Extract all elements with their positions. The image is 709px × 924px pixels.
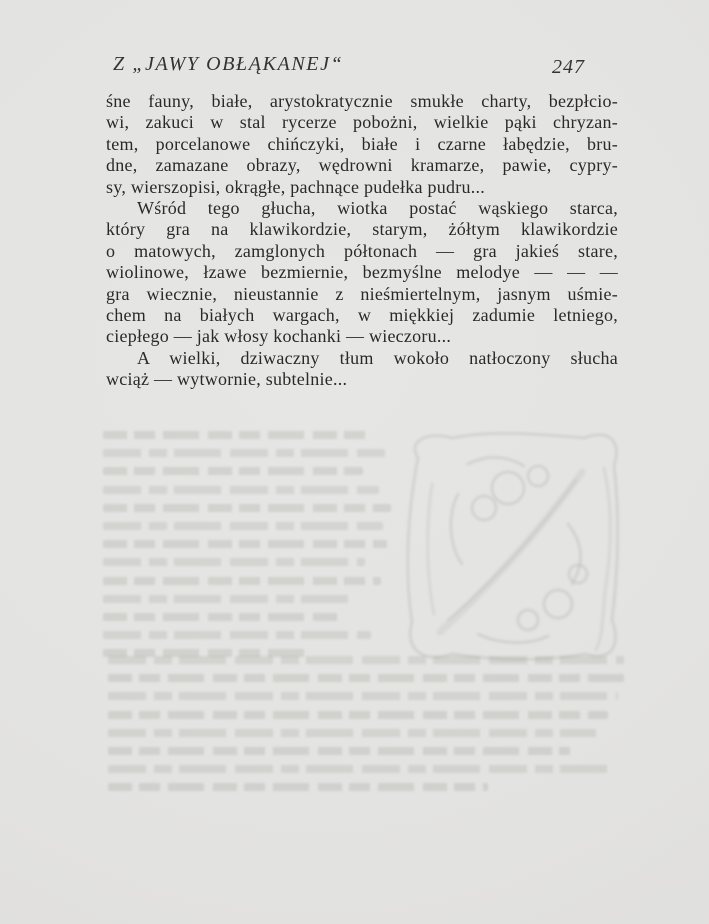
bleedthrough-line [103,504,391,512]
bleedthrough-line [103,558,365,566]
body-text-line: ciepłego — jak włosy kochanki — wieczoru... [106,326,452,347]
bleedthrough-line [103,595,349,603]
body-text-line: wciąż — wytwornie, subtelnie... [106,369,348,390]
bleedthrough-line [103,431,371,439]
bleedthrough-line [108,729,596,737]
body-text-line: wi, zakuci w stal rycerze pobożni, wielkie pąki chryzan- [106,112,618,133]
body-text-line: śne fauny, białe, arystokratycznie smukłe charty, bezpłcio- [106,91,618,111]
body-text-line: A wielki, dziwaczny tłum wokoło natłoczony słucha [137,347,618,368]
bleedthrough-bottom-block [108,656,626,802]
bleedthrough-line [103,467,363,475]
bleedthrough-line [103,631,371,639]
bleedthrough-line [108,765,613,773]
bleedthrough-line [108,674,624,682]
page-number: 247 [552,56,585,78]
bleedthrough-floral-initial-ornament [388,424,628,668]
bleedthrough-line [103,613,341,621]
body-text-line: sy, wierszopisi, okrągłe, pachnące pudełka pudru... [106,176,485,197]
bleedthrough-line [108,783,488,791]
bleedthrough-line [103,486,379,494]
body-text-line: Wśród tego głucha, wiotka postać wąskiego starca, [137,197,618,218]
body-text-line: chem na białych wargach, w miękkiej zadumie letniego, [106,304,618,325]
bleedthrough-line [108,692,618,700]
bleedthrough-line [108,711,608,719]
bleedthrough-line [103,540,387,548]
bleedthrough-left-column [103,431,395,667]
body-text-line: wiolinowe, łzawe bezmiernie, bezmyślne melodye — — — [106,262,618,283]
body-text-line: który gra na klawikordzie, starym, żółtym klawikordzie [106,219,618,240]
running-head-title: Z „JAWY OBŁĄKANEJ“ [113,53,344,75]
body-text-line: dne, zamazane obrazy, wędrowni kramarze, pawie, cypry- [106,155,618,176]
bleedthrough-line [108,747,570,755]
body-text-line: gra wiecznie, nieustannie z nieśmiertelnym, jasnym uśmie- [106,283,618,304]
body-text-block [106,91,618,390]
bleedthrough-line [103,577,381,585]
body-text-line: tem, porcelanowe chińczyki, białe i czarne łabędzie, bru- [106,133,618,154]
bleedthrough-line [108,656,624,664]
bleedthrough-line [103,522,383,530]
bleedthrough-line [103,449,385,457]
body-text-line: o matowych, zamglonych półtonach — gra jakieś stare, [106,240,618,261]
